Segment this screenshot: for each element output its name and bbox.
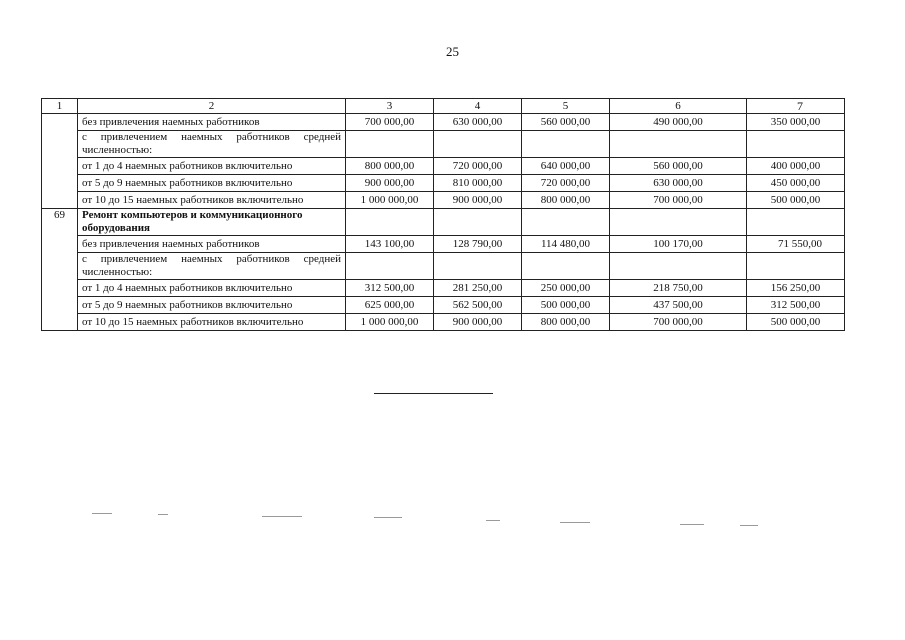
cell-value: 560 000,00 — [522, 114, 610, 131]
cell-value: 100 170,00 — [610, 236, 747, 253]
end-rule — [374, 393, 493, 394]
cell-value: 1 000 000,00 — [346, 192, 434, 209]
column-header: 7 — [747, 99, 845, 114]
row-label: от 10 до 15 наемных работников включительно — [78, 314, 346, 331]
cell-value: 114 480,00 — [522, 236, 610, 253]
row-label: без привлечения наемных работников — [78, 114, 346, 131]
row-label: от 5 до 9 наемных работников включительно — [78, 175, 346, 192]
cell-value: 625 000,00 — [346, 297, 434, 314]
column-header: 6 — [610, 99, 747, 114]
cell-value: 250 000,00 — [522, 280, 610, 297]
cell-value: 560 000,00 — [610, 158, 747, 175]
table-row — [42, 158, 845, 175]
column-header: 3 — [346, 99, 434, 114]
cell-value: 900 000,00 — [434, 314, 522, 331]
table-row — [42, 314, 845, 331]
cell-value — [434, 253, 522, 280]
cell-value: 490 000,00 — [610, 114, 747, 131]
row-index: 69 — [42, 209, 78, 331]
cell-value: 800 000,00 — [346, 158, 434, 175]
column-header: 5 — [522, 99, 610, 114]
row-label: от 1 до 4 наемных работников включительно — [78, 280, 346, 297]
cell-value: 218 750,00 — [610, 280, 747, 297]
row-label: от 1 до 4 наемных работников включительно — [78, 158, 346, 175]
section-title: Ремонт компьютеров и коммуникационного оборудования — [78, 209, 346, 236]
row-label: с привлечением наемных работников средней численностью: — [78, 253, 346, 280]
cell-value: 437 500,00 — [610, 297, 747, 314]
row-index — [42, 114, 78, 209]
cell-value: 900 000,00 — [434, 192, 522, 209]
column-header: 4 — [434, 99, 522, 114]
cell-value: 312 500,00 — [346, 280, 434, 297]
cell-value: 630 000,00 — [610, 175, 747, 192]
page-number: 25 — [446, 44, 459, 59]
cell-value — [522, 253, 610, 280]
cell-value: 71 550,00 — [747, 236, 845, 253]
tariff-table — [41, 98, 845, 331]
column-header: 1 — [42, 99, 78, 114]
cell-value: 800 000,00 — [522, 192, 610, 209]
table-row — [42, 114, 845, 131]
table-row — [42, 131, 845, 158]
cell-value: 720 000,00 — [434, 158, 522, 175]
cell-value: 1 000 000,00 — [346, 314, 434, 331]
cell-value: 640 000,00 — [522, 158, 610, 175]
section-title-row — [42, 209, 845, 236]
cell-value — [610, 253, 747, 280]
cell-value: 400 000,00 — [747, 158, 845, 175]
table-header-row — [42, 99, 845, 114]
cell-value — [747, 253, 845, 280]
table-row — [42, 297, 845, 314]
cell-value: 500 000,00 — [522, 297, 610, 314]
row-label: от 10 до 15 наемных работников включительно — [78, 192, 346, 209]
cell-value — [610, 131, 747, 158]
cell-value: 350 000,00 — [747, 114, 845, 131]
column-header: 2 — [78, 99, 346, 114]
table-row — [42, 253, 845, 280]
cell-value — [346, 253, 434, 280]
cell-value: 720 000,00 — [522, 175, 610, 192]
row-label: от 5 до 9 наемных работников включительно — [78, 297, 346, 314]
table-row — [42, 280, 845, 297]
cell-value: 450 000,00 — [747, 175, 845, 192]
cell-value: 143 100,00 — [346, 236, 434, 253]
cell-value: 500 000,00 — [747, 192, 845, 209]
cell-value: 630 000,00 — [434, 114, 522, 131]
cell-value — [346, 131, 434, 158]
cell-value: 810 000,00 — [434, 175, 522, 192]
cell-value — [434, 131, 522, 158]
cell-value — [747, 131, 845, 158]
cell-value: 700 000,00 — [610, 314, 747, 331]
row-label: без привлечения наемных работников — [78, 236, 346, 253]
cell-value: 562 500,00 — [434, 297, 522, 314]
cell-value: 156 250,00 — [747, 280, 845, 297]
cell-value: 312 500,00 — [747, 297, 845, 314]
table-row — [42, 192, 845, 209]
table-row — [42, 236, 845, 253]
row-label: с привлечением наемных работников средней численностью: — [78, 131, 346, 158]
cell-value: 900 000,00 — [346, 175, 434, 192]
cell-value: 700 000,00 — [346, 114, 434, 131]
cell-value: 128 790,00 — [434, 236, 522, 253]
cell-value: 800 000,00 — [522, 314, 610, 331]
table-row — [42, 175, 845, 192]
cell-value — [522, 131, 610, 158]
cell-value: 500 000,00 — [747, 314, 845, 331]
cell-value: 700 000,00 — [610, 192, 747, 209]
cell-value: 281 250,00 — [434, 280, 522, 297]
